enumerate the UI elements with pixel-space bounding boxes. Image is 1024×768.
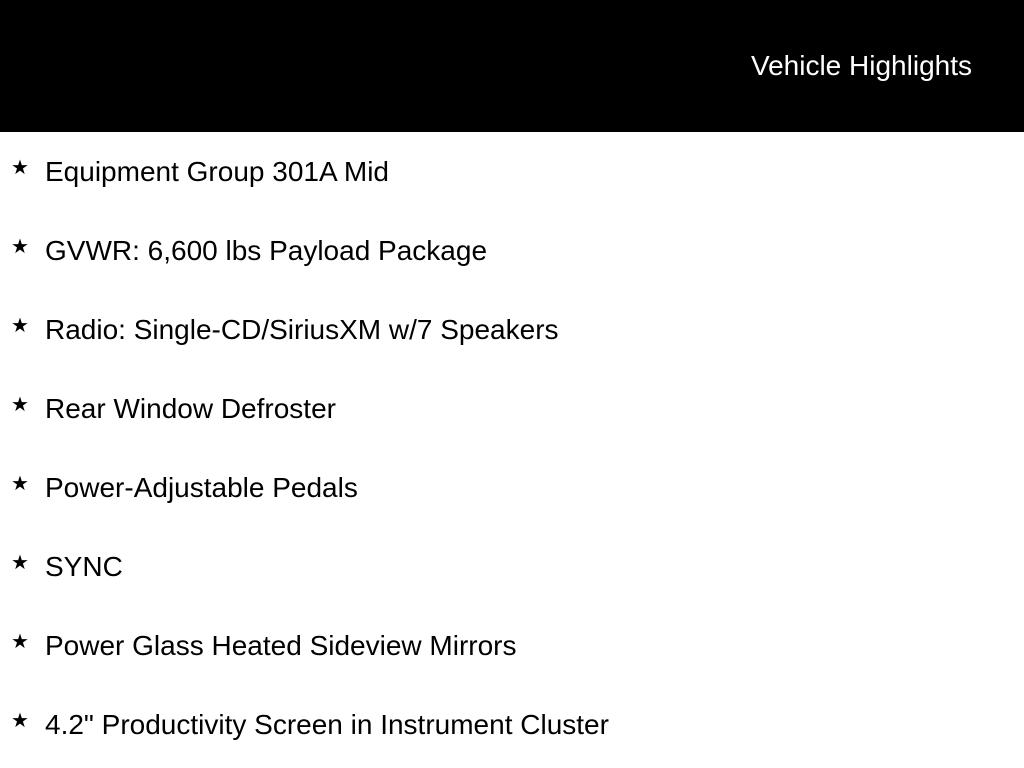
list-item (0, 211, 1024, 290)
star-icon: ★ (11, 315, 29, 337)
vehicle-highlights-list (0, 132, 1024, 764)
list-item (0, 448, 1024, 527)
list-item (0, 606, 1024, 685)
star-icon: ★ (11, 157, 29, 179)
highlight-text: Radio: Single-CD/SiriusXM w/7 Speakers (45, 314, 559, 345)
highlight-text: SYNC (45, 551, 123, 582)
page-title: Vehicle Highlights (750, 50, 972, 81)
highlight-text: Rear Window Defroster (45, 393, 336, 424)
highlight-text: Power Glass Heated Sideview Mirrors (45, 630, 517, 661)
highlight-text: 4.2" Productivity Screen in Instrument Cluster (45, 709, 609, 740)
highlight-text: Equipment Group 301A Mid (45, 156, 389, 187)
star-icon: ★ (11, 710, 29, 732)
list-item (0, 290, 1024, 369)
list-item (0, 685, 1024, 764)
page-header (0, 0, 1024, 132)
star-icon: ★ (11, 552, 29, 574)
star-icon: ★ (11, 236, 29, 258)
highlight-text: GVWR: 6,600 lbs Payload Package (45, 235, 488, 266)
list-item (0, 527, 1024, 606)
list-item (0, 369, 1024, 448)
star-icon: ★ (11, 473, 29, 495)
list-item (0, 132, 1024, 211)
star-icon: ★ (11, 394, 29, 416)
star-icon: ★ (11, 631, 29, 653)
highlight-text: Power-Adjustable Pedals (45, 472, 358, 503)
